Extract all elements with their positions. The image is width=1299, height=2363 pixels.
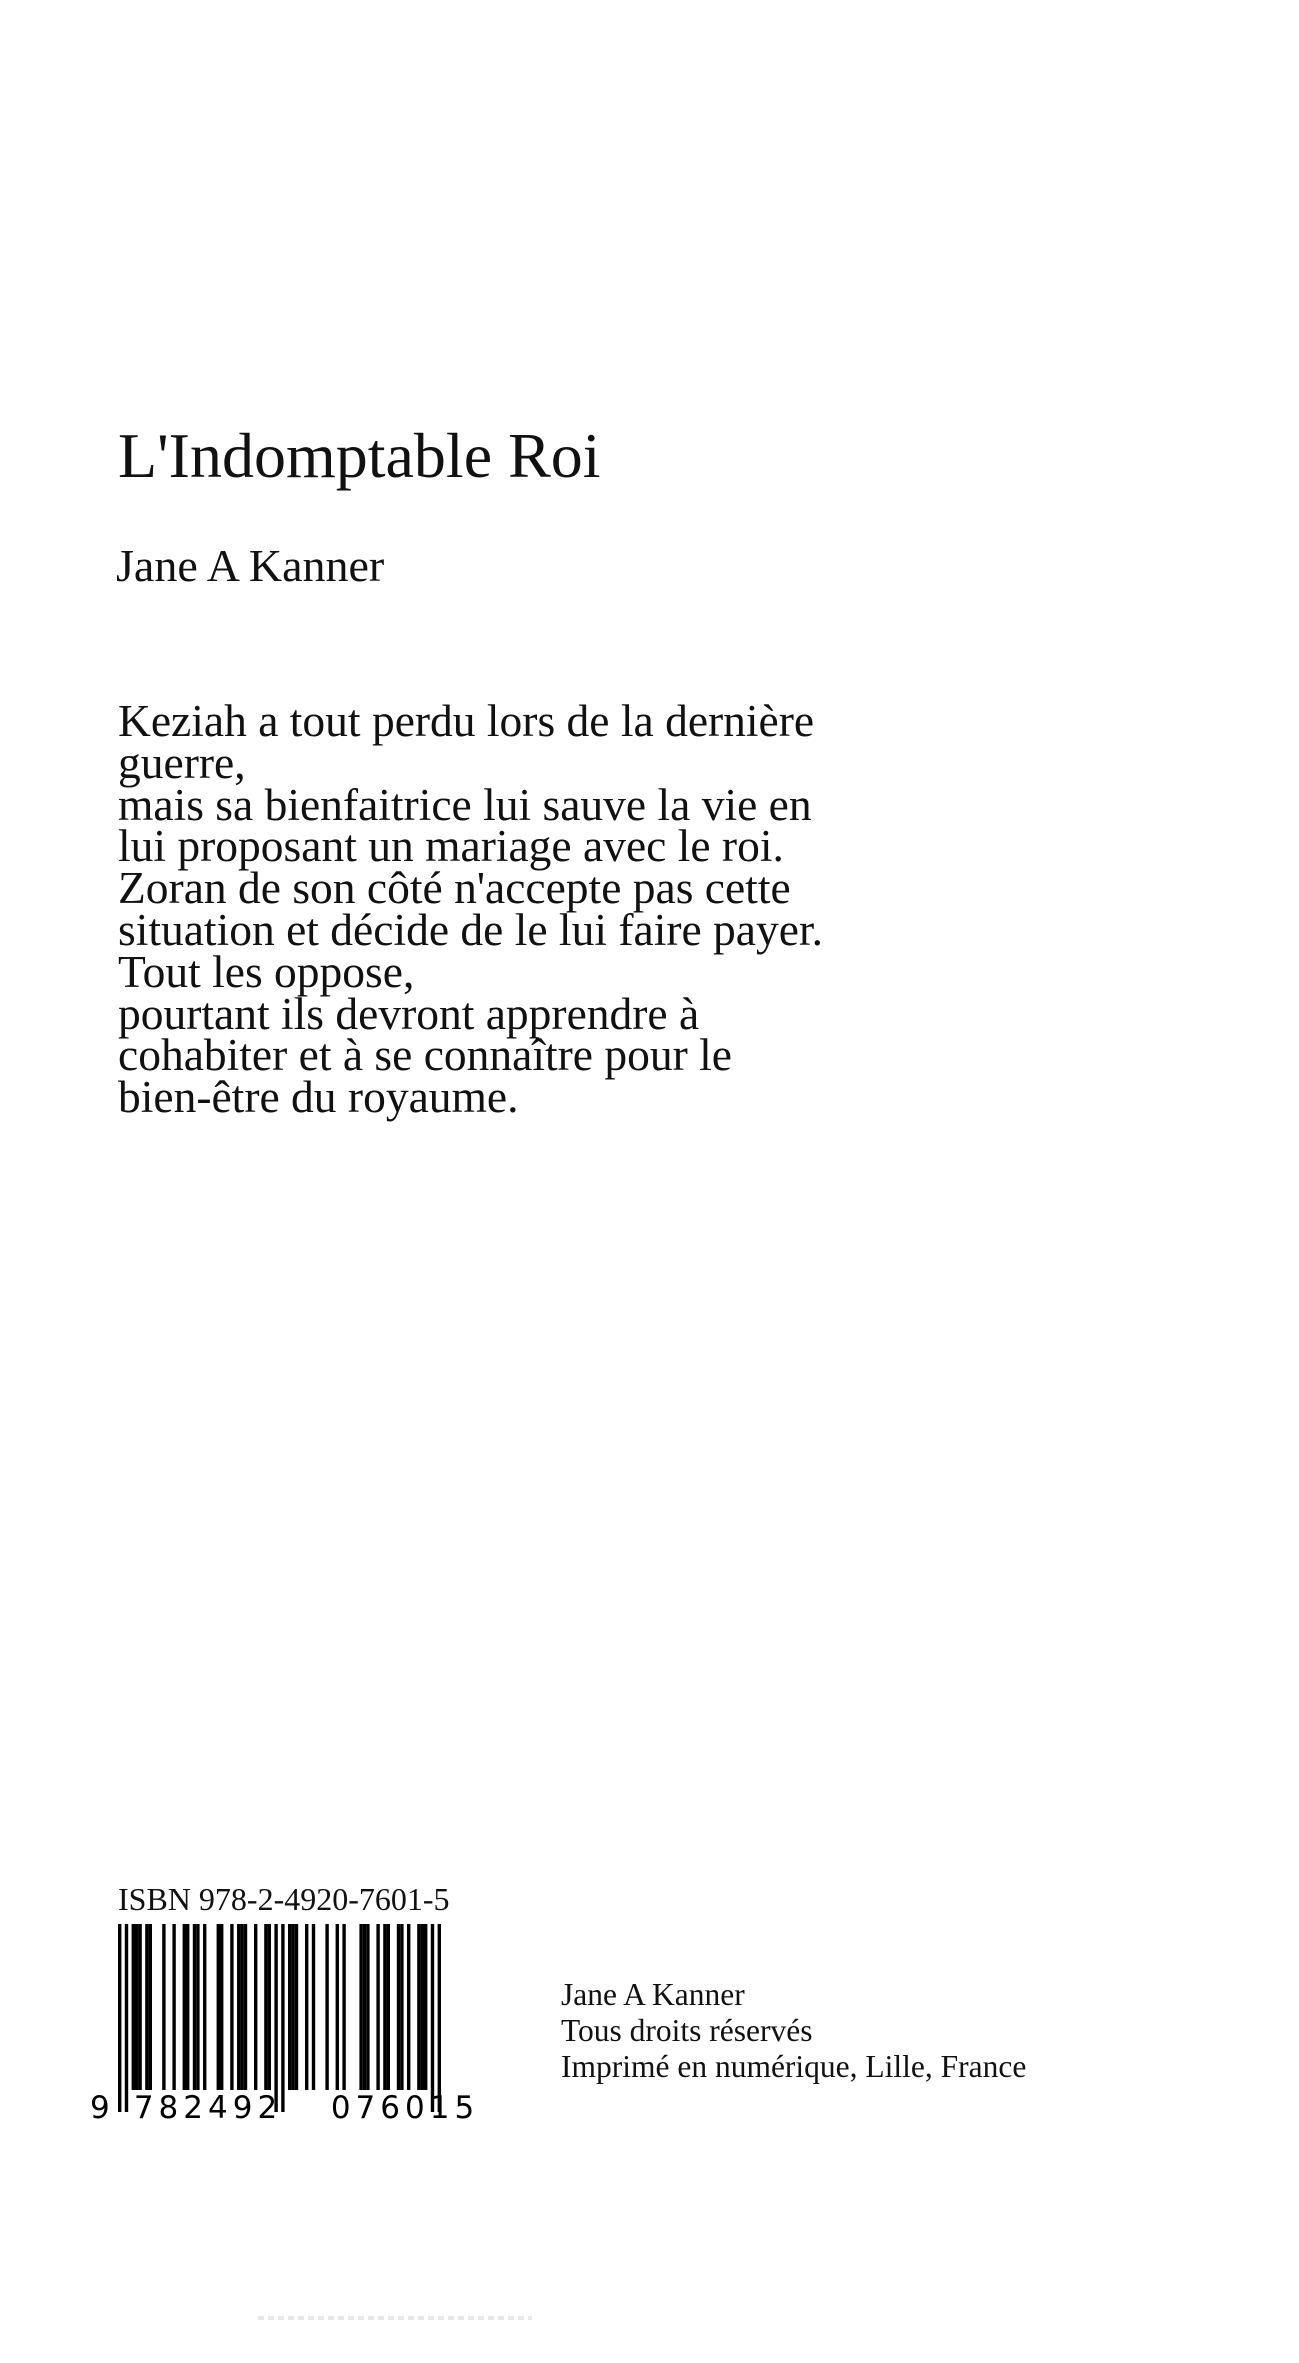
barcode-bar xyxy=(264,1924,267,2090)
synopsis-line: situation et décide de le lui faire payer. xyxy=(118,903,823,955)
colophon-rights: Tous droits réservés xyxy=(561,2013,813,2048)
barcode-bar xyxy=(145,1924,148,2090)
colophon-author: Jane A Kanner xyxy=(561,1977,745,2012)
barcode-bar xyxy=(359,1924,362,2090)
colophon-printed: Imprimé en numérique, Lille, France xyxy=(561,2049,1027,2084)
barcode-bar xyxy=(336,1924,339,2090)
barcode-bar xyxy=(363,1924,366,2090)
barcode-guard-bar xyxy=(118,1924,121,2112)
book-author: Jane A Kanner xyxy=(116,540,385,591)
barcode-guard-bar xyxy=(431,1924,434,2112)
barcode-bar xyxy=(217,1924,220,2090)
barcode-bar xyxy=(183,1924,186,2090)
barcode-bar xyxy=(383,1924,386,2090)
barcode-bar xyxy=(193,1924,196,2090)
barcode-bar xyxy=(162,1924,165,2090)
barcode-graphic xyxy=(82,1924,502,2124)
barcode-bar xyxy=(295,1924,298,2090)
barcode-bar xyxy=(424,1924,427,2090)
barcode-bar xyxy=(132,1924,135,2090)
barcode-bar xyxy=(186,1924,189,2090)
barcode-bar xyxy=(291,1924,294,2090)
barcode-bar xyxy=(203,1924,206,2090)
barcode-guard-bar xyxy=(125,1924,128,2112)
synopsis xyxy=(118,695,978,1123)
synopsis-line: pourtant ils devront apprendre à xyxy=(118,987,700,1039)
synopsis-line: cohabiter et à se connaître pour le xyxy=(118,1029,732,1081)
barcode-bar xyxy=(172,1924,175,2090)
barcode-guard-bar xyxy=(281,1924,284,2112)
barcode-bar xyxy=(244,1924,247,2090)
isbn-label: ISBN 978-2-4920-7601-5 xyxy=(118,1881,450,1917)
synopsis-line: bien-être du royaume. xyxy=(118,1071,519,1123)
barcode-bar xyxy=(400,1924,403,2090)
barcode-bar xyxy=(342,1924,345,2090)
synopsis-line: Keziah a tout perdu lors de la dernière xyxy=(118,695,815,746)
barcode-bar xyxy=(407,1924,410,2090)
barcode-bar xyxy=(288,1924,291,2090)
colophon xyxy=(561,1977,1026,2085)
barcode-bar xyxy=(387,1924,390,2090)
barcode-guard-bar xyxy=(438,1924,441,2112)
book-title: L'Indomptable Roi xyxy=(118,420,601,491)
barcode-bar xyxy=(376,1924,379,2090)
barcode-left-digits: 782492 xyxy=(133,2090,283,2124)
barcode-bar xyxy=(254,1924,257,2090)
synopsis-line: mais sa bienfaitrice lui sauve la vie en xyxy=(118,778,812,830)
barcode-bar xyxy=(230,1924,233,2090)
barcode-bar xyxy=(240,1924,243,2090)
synopsis-line: Zoran de son côté n'accepte pas cette xyxy=(118,862,791,914)
barcode-bar xyxy=(312,1924,315,2090)
barcode-bar xyxy=(135,1924,138,2090)
barcode-bar xyxy=(220,1924,223,2090)
synopsis-line: lui proposant un mariage avec le roi. xyxy=(118,820,784,872)
barcode-bar xyxy=(417,1924,420,2090)
barcode-bar xyxy=(237,1924,240,2090)
synopsis-line: guerre, xyxy=(118,736,246,788)
barcode-right-digits: 076015 xyxy=(330,2090,480,2124)
faint-print-mark xyxy=(258,2316,532,2320)
barcode-bar xyxy=(196,1924,199,2090)
barcode-bars xyxy=(118,1924,441,2112)
barcode-bar xyxy=(366,1924,369,2090)
barcode-first-digit: 9 xyxy=(90,2090,110,2124)
synopsis-line: Tout les oppose, xyxy=(118,945,415,997)
barcode-bar xyxy=(397,1924,400,2090)
barcode-guard-bar xyxy=(274,1924,277,2112)
barcode-bar xyxy=(421,1924,424,2090)
isbn-barcode xyxy=(82,1924,502,2124)
barcode-bar xyxy=(325,1924,328,2090)
barcode-bar xyxy=(268,1924,271,2090)
barcode-bar xyxy=(305,1924,308,2090)
barcode-bar xyxy=(149,1924,152,2090)
barcode-bar xyxy=(138,1924,141,2090)
